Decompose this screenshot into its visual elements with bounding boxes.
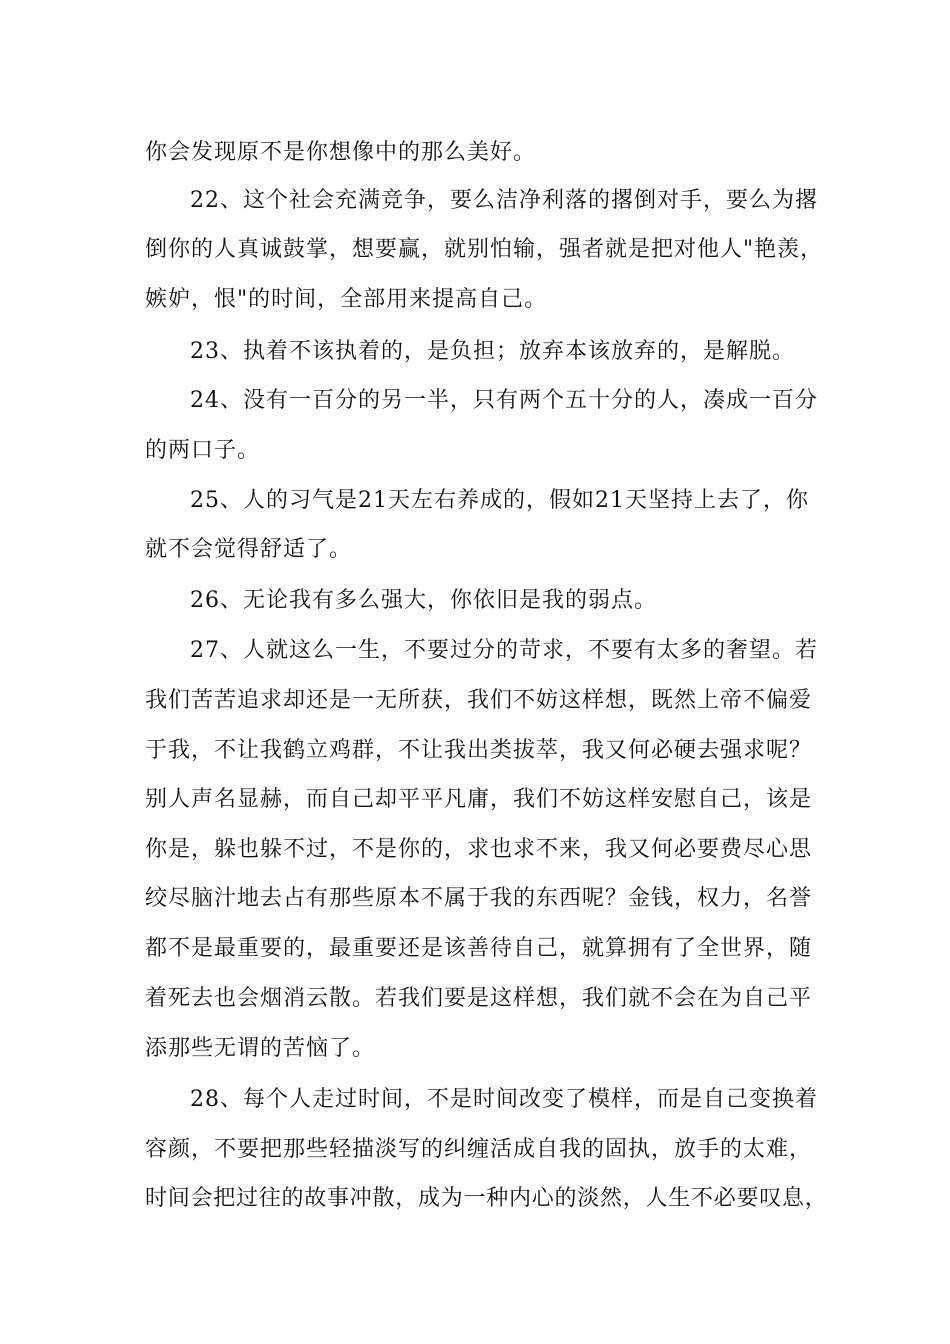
text-line: 倒你的人真诚鼓掌，想要赢，就别怕输，强者就是把对他人"艳羡，: [145, 237, 824, 262]
text-line: 别人声名显赫，而自己却平平凡庸，我们不妨这样安慰自己，该是: [145, 787, 813, 812]
text-line: 你是，躲也躲不过，不是你的，求也求不来，我又何必要费尽心思: [145, 837, 813, 862]
text-line: 你会发现原不是你想像中的那么美好。: [145, 140, 537, 165]
text-line: 都不是最重要的，最重要还是该善待自己，就算拥有了全世界，随: [145, 936, 813, 961]
text-line: 28、每个人走过时间，不是时间改变了模样，而是自己变换着: [190, 1087, 818, 1112]
text-line: 于我，不让我鹤立鸡群，不让我出类拔萃，我又何必硬去强求呢？: [145, 738, 813, 763]
text-line: 就不会觉得舒适了。: [145, 537, 353, 562]
text-line: 的两口子。: [145, 438, 261, 463]
text-line: 我们苦苦追求却还是一无所获，我们不妨这样想，既然上帝不偏爱: [145, 688, 813, 713]
text-line: 容颜，不要把那些轻描淡写的纠缠活成自我的固执，放手的太难，: [145, 1137, 813, 1162]
text-line: 22、这个社会充满竞争，要么洁净利落的撂倒对手，要么为撂: [190, 188, 818, 213]
text-line: 嫉妒，恨"的时间，全部用来提高自己。: [145, 287, 548, 312]
text-line: 23、执着不该执着的，是负担；放弃本该放弃的，是解脱。: [190, 339, 795, 364]
text-line: 绞尽脑汁地去占有那些原本不属于我的东西呢？金钱，权力，名誉: [145, 886, 813, 911]
text-line: 时间会把过往的故事冲散，成为一种内心的淡然，人生不必要叹息，: [145, 1186, 828, 1211]
text-line: 27、人就这么一生，不要过分的苛求，不要有太多的奢望。若: [190, 638, 818, 663]
text-line: 25、人的习气是21天左右养成的，假如21天坚持上去了，你: [190, 488, 809, 513]
text-line: 添那些无谓的苦恼了。: [145, 1036, 376, 1061]
text-line: 26、无论我有多么强大，你依旧是我的弱点。: [190, 588, 657, 613]
text-line: 着死去也会烟消云散。若我们要是这样想，我们就不会在为自己平: [145, 986, 813, 1011]
text-line: 24、没有一百分的另一半，只有两个五十分的人，凑成一百分: [190, 388, 818, 413]
